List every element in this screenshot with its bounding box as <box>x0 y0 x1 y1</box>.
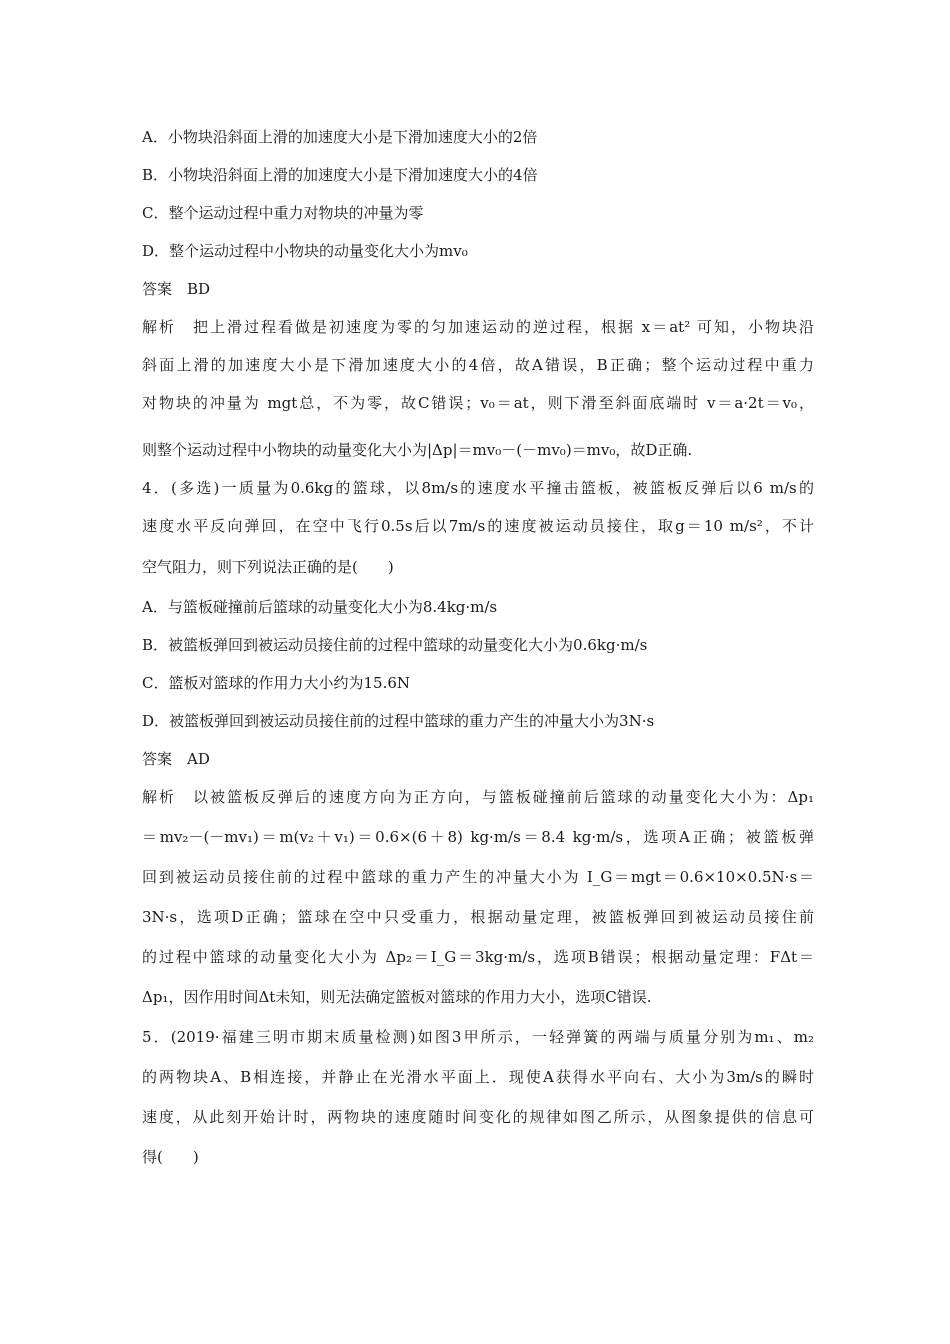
q3-answer: 答案 BD <box>142 280 211 298</box>
q3-analysis-line: 对物块的冲量为 mgt总，不为零，故C错误；v₀＝at，则下滑至斜面底端时 v＝a·2t＝v₀， <box>142 394 814 412</box>
q3-option-d: D．整个运动过程中小物块的动量变化大小为mv₀ <box>142 242 468 260</box>
q4-stem-line: 速度水平反向弹回，在空中飞行0.5s后以7m/s的速度被运动员接住，取g＝10 m/s²，不计 <box>142 517 814 535</box>
q3-analysis-line: 解析 把上滑过程看做是初速度为零的匀加速运动的逆过程，根据 x＝at² 可知，小物块沿 <box>142 318 814 336</box>
q4-option-c: C．篮板对篮球的作用力大小约为15.6N <box>142 674 411 692</box>
q5-stem-line: 速度，从此刻开始计时，两物块的速度随时间变化的规律如图乙所示，从图象提供的信息可 <box>142 1108 814 1126</box>
q5-stem-line: 得( ) <box>142 1148 199 1166</box>
q3-option-c: C．整个运动过程中重力对物块的冲量为零 <box>142 204 424 222</box>
q3-option-b: B．小物块沿斜面上滑的加速度大小是下滑加速度大小的4倍 <box>142 166 538 184</box>
q4-option-b: B．被篮板弹回到被运动员接住前的过程中篮球的动量变化大小为0.6kg·m/s <box>142 636 648 654</box>
q4-stem-line: 4．(多选)一质量为0.6kg的篮球，以8m/s的速度水平撞击篮板，被篮板反弹后以6 m/s的 <box>142 479 814 497</box>
q3-analysis-line: 则整个运动过程中小物块的动量变化大小为|Δp|＝mv₀－(－mv₀)＝mv₀，故D正确. <box>142 441 693 459</box>
q4-analysis-line: ＝mv₂－(－mv₁)＝m(v₂＋v₁)＝0.6×(6＋8) kg·m/s＝8.4 kg·m/s，选项A正确；被篮板弹 <box>142 828 814 846</box>
q5-stem-line: 5．(2019·福建三明市期末质量检测)如图3甲所示，一轻弹簧的两端与质量分别为m₁、m₂ <box>142 1028 814 1046</box>
q3-analysis-line: 斜面上滑的加速度大小是下滑加速度大小的4倍，故A错误，B正确；整个运动过程中重力 <box>142 356 814 374</box>
q4-analysis-line: 的过程中篮球的动量变化大小为 Δp₂＝I_G＝3kg·m/s，选项B错误；根据动量定理：FΔt＝ <box>142 948 814 966</box>
q3-option-a: A．小物块沿斜面上滑的加速度大小是下滑加速度大小的2倍 <box>142 128 538 146</box>
q4-analysis-line: 3N·s，选项D正确；篮球在空中只受重力，根据动量定理，被篮板弹回到被运动员接住前 <box>142 908 814 926</box>
q4-stem-line: 空气阻力，则下列说法正确的是( ) <box>142 558 394 576</box>
q4-option-a: A．与篮板碰撞前后篮球的动量变化大小为8.4kg·m/s <box>142 598 498 616</box>
q4-analysis-line: 解析 以被篮板反弹后的速度方向为正方向，与篮板碰撞前后篮球的动量变化大小为：Δp₁ <box>142 788 814 806</box>
q5-stem-line: 的两物块A、B相连接，并静止在光滑水平面上．现使A获得水平向右、大小为3m/s的瞬时 <box>142 1068 814 1086</box>
q4-analysis-line: Δp₁，因作用时间Δt未知，则无法确定篮板对篮球的作用力大小，选项C错误. <box>142 988 652 1006</box>
q4-analysis-line: 回到被运动员接住前的过程中篮球的重力产生的冲量大小为 I_G＝mgt＝0.6×10×0.5N·s＝ <box>142 868 814 886</box>
q4-option-d: D．被篮板弹回到被运动员接住前的过程中篮球的重力产生的冲量大小为3N·s <box>142 712 655 730</box>
q4-answer: 答案 AD <box>142 750 210 768</box>
